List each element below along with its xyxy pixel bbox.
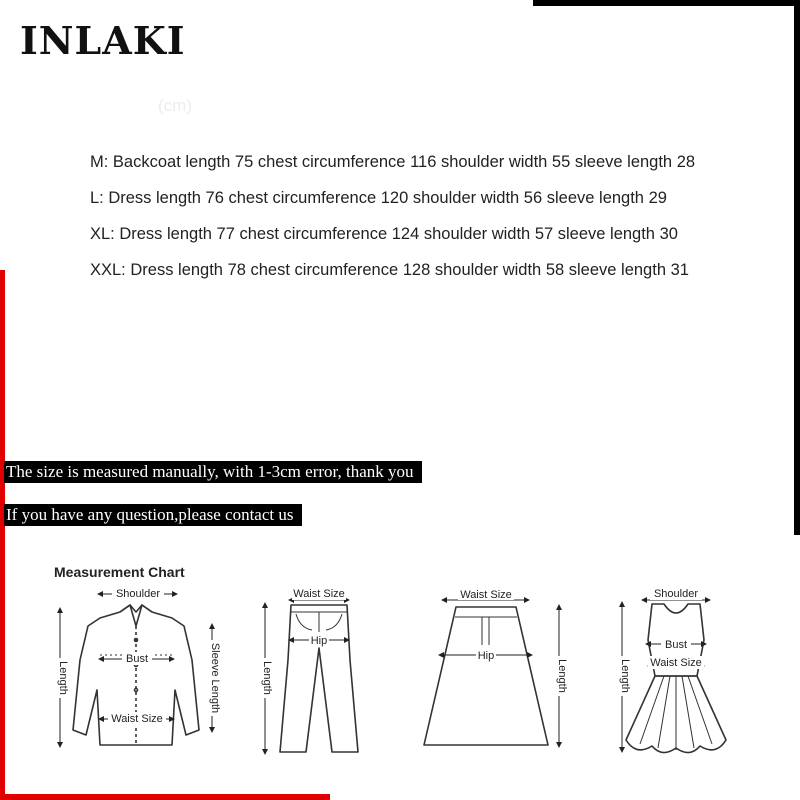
dress-diagram [626, 604, 726, 753]
notice-contact: If you have any question,please contact us [4, 504, 302, 526]
shirt-sleeve-label: Sleeve Length [209, 642, 221, 714]
dress-waist-label: Waist Size [650, 657, 702, 669]
measurement-chart-title: Measurement Chart [54, 564, 185, 580]
shirt-bust-label: Bust [125, 653, 149, 665]
pants-hip-label: Hip [310, 635, 328, 647]
dress-shoulder-label: Shoulder [653, 588, 699, 600]
pants-diagram [280, 605, 358, 752]
skirt-dimension-lines [441, 600, 559, 745]
dress-length-label: Length [619, 659, 631, 693]
pants-length-label: Length [261, 661, 273, 695]
pants-dimension-lines [265, 600, 347, 752]
dress-dimension-lines [622, 600, 708, 750]
skirt-outline [424, 607, 548, 745]
skirt-length-label: Length [556, 659, 568, 693]
dress-bust-label: Bust [664, 639, 688, 651]
size-row-xxl: XXL: Dress length 78 chest circumference 128 shoulder width 58 sleeve length 31 [90, 261, 689, 279]
shirt-length-label: Length [57, 661, 69, 695]
skirt-waist-label: Waist Size [460, 589, 512, 601]
unit-label: (cm) [158, 96, 192, 115]
shirt-collar [120, 605, 152, 626]
size-row-m: M: Backcoat length 75 chest circumference 116 shoulder width 55 sleeve length 28 [90, 153, 696, 171]
size-row-xl: XL: Dress length 77 chest circumference 124 shoulder width 57 sleeve length 30 [90, 225, 678, 243]
shirt-shoulder-label: Shoulder [115, 588, 161, 600]
skirt-diagram [424, 607, 548, 745]
shirt-waist-label: Waist Size [111, 713, 163, 725]
brand-logo: INLAKI [20, 18, 186, 63]
skirt-hip-label: Hip [477, 650, 495, 662]
notice-measurement-error: The size is measured manually, with 1-3cm error, thank you [4, 461, 422, 483]
size-row-l: L: Dress length 76 chest circumference 120 shoulder width 56 sleeve length 29 [90, 189, 667, 207]
pants-waist-label: Waist Size [293, 588, 345, 600]
